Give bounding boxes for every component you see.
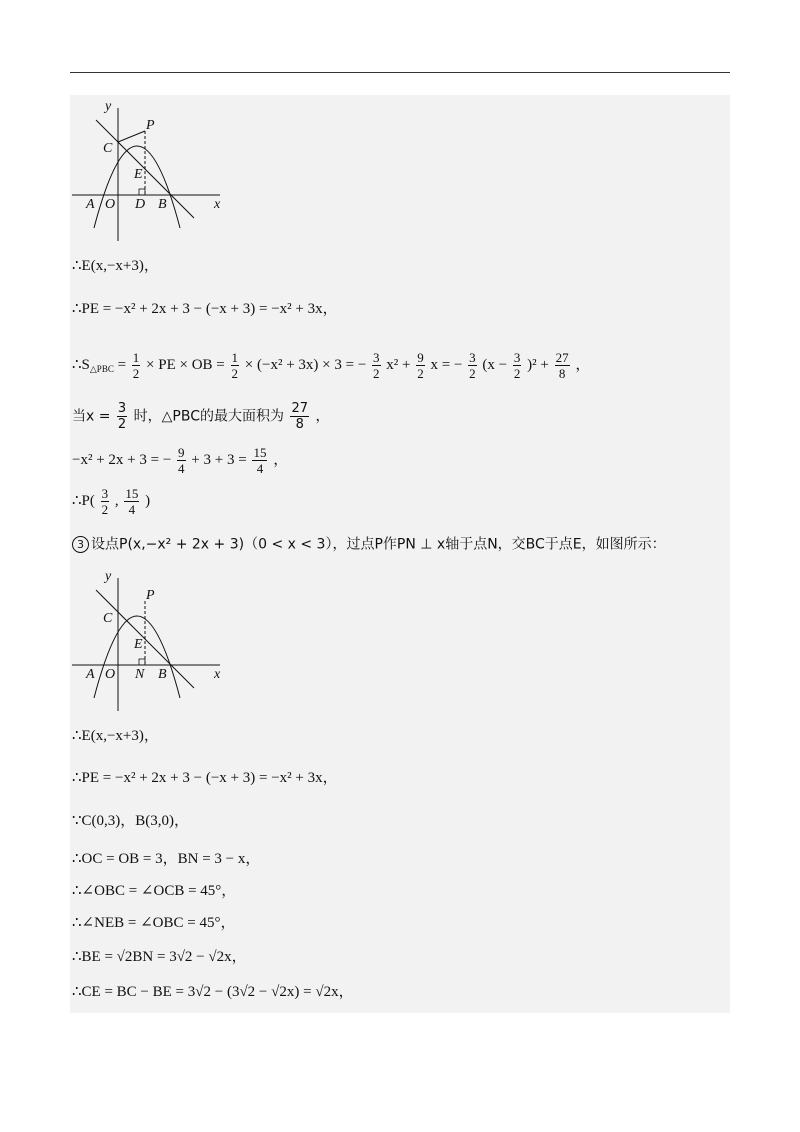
label-y: y <box>105 99 112 114</box>
fraction: $\frac{15}{4}$ <box>253 445 267 476</box>
parabola-curve <box>94 146 180 228</box>
line-3-area-expression: $\therefore S_{\triangle PBC}$ = $\frac{1}{2}$ × PE × OB = $\frac{1}{2}$ × (−x² + 3x) × 3 = − $\frac{3}{2}$ x² + $\frac{9}{2}$ x = − $\frac{3}{2}$ (x − $\frac{3}{2}$ )² + $\frac{27}{8}$ ， <box>72 350 591 381</box>
label-e: E <box>134 637 143 652</box>
fraction: $\frac{27}{8}$ <box>291 401 308 432</box>
fraction: $\frac{1}{2}$ <box>231 350 239 381</box>
right-angle-mark <box>139 189 145 195</box>
parabola-figure-1 <box>72 98 232 243</box>
fraction: $\frac{27}{8}$ <box>555 350 569 381</box>
line-4-max-area: 当x = $\frac{3}{2}$ 时，△PBC的最大面积为 $\frac{27}{8}$ ， <box>72 401 330 432</box>
fraction: $\frac{3}{2}$ <box>117 401 127 432</box>
line-2: ∴PE = −x² + 2x + 3 − (−x + 3) = −x² + 3x， <box>72 301 338 317</box>
label-e: E <box>134 167 143 182</box>
line-8: ∴E(x,−x+3)， <box>72 728 159 744</box>
header-rule <box>70 72 730 73</box>
label-n: N <box>135 667 145 682</box>
parabola-figure-2 <box>72 568 232 713</box>
line-11: ∴OC = OB = 3，BN = 3 − x， <box>72 851 261 867</box>
line-7-part-three: 3 设点P(x,−x² + 2x + 3)（0 < x < 3），过点P作PN ⊥ x轴于点N，交BC于点E，如图所示： <box>72 536 666 553</box>
fraction: $\frac{1}{2}$ <box>132 350 140 381</box>
line-10: ∵C(0,3)，B(3,0)， <box>72 813 190 829</box>
label-c: C <box>103 141 113 156</box>
label-d: D <box>135 197 146 212</box>
right-angle-mark <box>139 659 145 665</box>
line-5: −x² + 2x + 3 = − $\frac{9}{4}$ + 3 + 3 = $\frac{15}{4}$ ， <box>72 445 289 476</box>
line-6-point-p: ∴P( $\frac{3}{2}$ , $\frac{15}{4}$ ) <box>72 486 151 517</box>
label-c: C <box>103 611 113 626</box>
label-b: B <box>158 667 167 682</box>
line-1: ∴E(x,−x+3)， <box>72 258 159 274</box>
fraction: $\frac{3}{2}$ <box>513 350 521 381</box>
fraction: $\frac{3}{2}$ <box>101 486 109 517</box>
label-a: A <box>86 667 95 682</box>
line-9: ∴PE = −x² + 2x + 3 − (−x + 3) = −x² + 3x， <box>72 770 338 786</box>
label-p: P <box>146 118 155 133</box>
segment-cp <box>118 131 145 142</box>
label-o: O <box>105 197 116 212</box>
fraction: $\frac{9}{2}$ <box>417 350 424 381</box>
fraction: $\frac{9}{4}$ <box>178 445 185 476</box>
fraction: $\frac{15}{4}$ <box>125 486 139 517</box>
label-x: x <box>214 667 221 682</box>
label-y: y <box>105 569 112 584</box>
line-13: ∴∠NEB = ∠OBC = 45°， <box>72 915 236 931</box>
label-a: A <box>86 197 95 212</box>
line-12: ∴∠OBC = ∠OCB = 45°， <box>72 883 237 899</box>
circled-number: 3 <box>72 536 89 553</box>
fraction: $\frac{3}{2}$ <box>469 350 476 381</box>
line-15: ∴CE = BC − BE = 3√2 − (3√2 − √2x) = √2x， <box>72 984 354 1000</box>
label-x: x <box>214 197 221 212</box>
line-14: ∴BE = √2BN = 3√2 − √2x， <box>72 949 247 965</box>
label-o: O <box>105 667 116 682</box>
label-p: P <box>146 588 155 603</box>
parabola-curve <box>94 616 180 698</box>
label-b: B <box>158 197 167 212</box>
fraction: $\frac{3}{2}$ <box>373 350 380 381</box>
